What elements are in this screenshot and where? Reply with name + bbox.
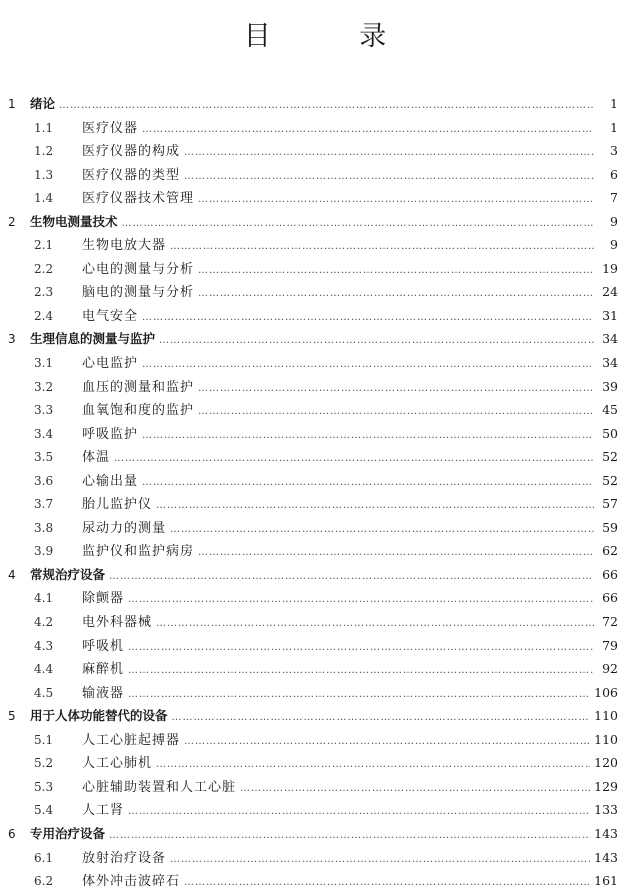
toc-page-number: 57 — [602, 496, 618, 512]
toc-entry-number: 5.4 — [34, 803, 54, 818]
toc-entry-number: 4 — [8, 567, 16, 582]
toc-entry-number: 2 — [8, 214, 16, 229]
toc-page-number: 129 — [594, 778, 618, 794]
toc-page-number: 66 — [602, 590, 618, 606]
toc-entry-title: 脑电的测量与分析 — [82, 285, 195, 301]
toc-entry-number: 1.4 — [34, 191, 54, 206]
dot-leader — [170, 848, 590, 872]
toc-entry-number: 2.4 — [34, 308, 54, 323]
toc-chapter-row[interactable] — [6, 210, 618, 234]
toc-entry-number: 1.1 — [34, 120, 54, 135]
toc-entry-title: 电气安全 — [82, 308, 139, 324]
toc-section-row[interactable] — [6, 351, 618, 375]
dot-leader — [128, 800, 590, 824]
toc-section-row[interactable] — [6, 586, 618, 610]
toc-section-row[interactable] — [6, 681, 618, 705]
toc-entry-title: 体温 — [82, 450, 111, 466]
toc-section-row[interactable] — [6, 728, 618, 752]
dot-leader — [198, 282, 594, 306]
toc-page-number: 7 — [610, 190, 618, 206]
toc-page-number: 66 — [602, 566, 618, 582]
toc-entry-number: 1.3 — [34, 167, 54, 182]
toc-entry-number: 3 — [8, 332, 16, 347]
toc-entry-number: 4.1 — [34, 591, 54, 606]
toc-section-row[interactable] — [6, 186, 618, 210]
toc-entry-title: 输液器 — [82, 685, 125, 701]
dot-leader — [172, 706, 591, 730]
toc-page-number: 9 — [610, 213, 618, 229]
toc-page-number: 120 — [594, 755, 618, 771]
toc-entry-number: 4.5 — [34, 685, 54, 700]
toc-entry-title: 心电的测量与分析 — [82, 261, 195, 277]
toc-entry-title: 人工肾 — [82, 803, 125, 819]
toc-entry-title: 电外科器械 — [82, 615, 153, 631]
toc-entry-number: 6.1 — [34, 850, 54, 865]
toc-entry-number: 6.2 — [34, 874, 54, 889]
dot-leader — [128, 588, 594, 612]
toc-entry-title: 体外冲击波碎石 — [82, 874, 181, 890]
toc-entry-number: 2.2 — [34, 261, 54, 276]
dot-leader — [109, 824, 590, 848]
toc-chapter-row[interactable] — [6, 563, 618, 587]
toc-section-row[interactable] — [6, 163, 618, 187]
toc-entry-title: 监护仪和监护病房 — [82, 544, 195, 560]
toc-section-row[interactable] — [6, 846, 618, 870]
dot-leader — [198, 188, 594, 212]
dot-leader — [114, 447, 594, 471]
table-of-contents — [6, 92, 618, 893]
toc-section-row[interactable] — [6, 445, 618, 469]
dot-leader — [170, 235, 594, 259]
dot-leader — [184, 141, 594, 165]
toc-section-row[interactable] — [6, 751, 618, 775]
toc-entry-title: 心输出量 — [82, 473, 139, 489]
toc-entry-number: 3.8 — [34, 520, 54, 535]
dot-leader — [128, 683, 590, 707]
toc-page-number: 39 — [602, 378, 618, 394]
toc-page-number: 59 — [602, 519, 618, 535]
toc-entry-title: 麻醉机 — [82, 662, 125, 678]
dot-leader — [142, 353, 594, 377]
toc-section-row[interactable] — [6, 516, 618, 540]
toc-entry-title: 血氧饱和度的监护 — [82, 403, 195, 419]
toc-page-number: 50 — [602, 425, 618, 441]
page-title: 目 录 — [243, 21, 427, 52]
dot-leader — [128, 659, 594, 683]
toc-page-number: 9 — [610, 237, 618, 253]
toc-entry-title: 绪论 — [30, 96, 56, 111]
toc-entry-title: 放射治疗设备 — [82, 850, 167, 866]
toc-section-row[interactable] — [6, 116, 618, 140]
toc-entry-number: 3.3 — [34, 403, 54, 418]
dot-leader — [142, 424, 594, 448]
toc-page-number: 72 — [602, 614, 618, 630]
toc-entry-title: 心脏辅助装置和人工心脏 — [82, 779, 237, 795]
toc-entry-number: 1.2 — [34, 144, 54, 159]
dot-leader — [109, 565, 594, 589]
toc-entry-title: 尿动力的测量 — [82, 520, 167, 536]
toc-entry-title: 血压的测量和监护 — [82, 379, 195, 395]
toc-page-number: 34 — [602, 331, 618, 347]
toc-page-number: 92 — [602, 661, 618, 677]
toc-entry-number: 3.4 — [34, 426, 54, 441]
toc-section-row[interactable] — [6, 634, 618, 658]
dot-leader — [240, 777, 590, 801]
toc-entry-title: 胎儿监护仪 — [82, 497, 153, 513]
toc-section-row[interactable] — [6, 398, 618, 422]
toc-page-number: 31 — [602, 307, 618, 323]
toc-page-number: 3 — [610, 143, 618, 159]
toc-entry-number: 3.5 — [34, 450, 54, 465]
toc-section-row[interactable] — [6, 798, 618, 822]
dot-leader — [159, 329, 594, 353]
toc-page-number: 161 — [594, 873, 618, 889]
toc-page-number: 6 — [610, 166, 618, 182]
toc-page-number: 52 — [602, 449, 618, 465]
toc-entry-number: 3.1 — [34, 356, 54, 371]
toc-section-row[interactable] — [6, 492, 618, 516]
toc-section-row[interactable] — [6, 657, 618, 681]
toc-section-row[interactable] — [6, 610, 618, 634]
toc-entry-title: 呼吸监护 — [82, 426, 139, 442]
dot-leader — [170, 518, 594, 542]
toc-chapter-row[interactable] — [6, 327, 618, 351]
dot-leader — [184, 730, 590, 754]
toc-page-number: 24 — [602, 284, 618, 300]
toc-section-row[interactable] — [6, 233, 618, 257]
toc-entry-number: 3.6 — [34, 473, 54, 488]
toc-page-number: 110 — [594, 708, 618, 724]
toc-entry-number: 5.3 — [34, 779, 54, 794]
toc-entry-title: 人工心脏起搏器 — [82, 732, 181, 748]
toc-entry-number: 3.9 — [34, 544, 54, 559]
toc-section-row[interactable] — [6, 775, 618, 799]
toc-entry-title: 生物电测量技术 — [30, 213, 118, 229]
toc-entry-number: 3.7 — [34, 497, 54, 512]
toc-page-number: 143 — [594, 825, 618, 841]
dot-leader — [156, 494, 594, 518]
toc-entry-number: 4.3 — [34, 638, 54, 653]
toc-chapter-row[interactable] — [6, 704, 618, 728]
dot-leader — [198, 400, 594, 424]
dot-leader — [142, 118, 594, 142]
dot-leader — [156, 753, 590, 777]
dot-leader — [122, 212, 594, 236]
toc-entry-number: 1 — [8, 97, 16, 111]
toc-entry-number: 2.1 — [34, 238, 54, 253]
toc-entry-title: 常规治疗设备 — [30, 566, 106, 582]
toc-page-number: 1 — [610, 119, 618, 135]
toc-entry-number: 5 — [8, 709, 16, 724]
toc-entry-title: 除颤器 — [82, 591, 125, 607]
dot-leader — [59, 94, 594, 118]
toc-entry-number: 6 — [8, 826, 16, 841]
toc-section-row[interactable] — [6, 304, 618, 328]
toc-section-row[interactable] — [6, 422, 618, 446]
toc-entry-number: 5.2 — [34, 756, 54, 771]
toc-section-row[interactable] — [6, 869, 618, 893]
toc-entry-number: 4.2 — [34, 615, 54, 630]
toc-section-row[interactable] — [6, 257, 618, 281]
toc-entry-title: 医疗仪器的类型 — [82, 167, 181, 183]
toc-section-row[interactable] — [6, 375, 618, 399]
toc-entry-title: 用于人体功能替代的设备 — [30, 708, 168, 724]
toc-section-row[interactable] — [6, 539, 618, 563]
dot-leader — [198, 541, 594, 565]
toc-page-number: 45 — [602, 402, 618, 418]
toc-page-number: 106 — [594, 684, 618, 700]
toc-entry-title: 心电监护 — [82, 356, 139, 372]
toc-page-number: 1 — [610, 96, 618, 111]
toc-entry-title: 呼吸机 — [82, 638, 125, 654]
toc-entry-number: 4.4 — [34, 662, 54, 677]
toc-page-number: 62 — [602, 543, 618, 559]
toc-page-number: 110 — [594, 731, 618, 747]
dot-leader — [128, 636, 594, 660]
toc-page-number: 143 — [594, 849, 618, 865]
dot-leader — [156, 612, 594, 636]
toc-entry-title: 人工心肺机 — [82, 756, 153, 772]
dot-leader — [142, 306, 594, 330]
toc-entry-number: 5.1 — [34, 732, 54, 747]
toc-entry-title: 生物电放大器 — [82, 238, 167, 254]
toc-chapter-row[interactable] — [6, 92, 618, 116]
toc-entry-title: 医疗仪器 — [82, 120, 139, 136]
toc-entry-title: 医疗仪器技术管理 — [82, 191, 195, 207]
toc-section-row[interactable] — [6, 280, 618, 304]
toc-page-number: 52 — [602, 472, 618, 488]
toc-entry-title: 专用治疗设备 — [30, 825, 106, 841]
toc-entry-number: 3.2 — [34, 379, 54, 394]
toc-page-number: 79 — [602, 637, 618, 653]
toc-entry-title: 生理信息的测量与监护 — [30, 331, 156, 347]
toc-entry-title: 医疗仪器的构成 — [82, 144, 181, 160]
toc-entry-number: 2.3 — [34, 285, 54, 300]
toc-page-number: 133 — [594, 802, 618, 818]
dot-leader — [198, 259, 594, 283]
toc-page-number: 19 — [602, 260, 618, 276]
toc-page-number: 34 — [602, 355, 618, 371]
dot-leader — [142, 471, 594, 495]
toc-chapter-row[interactable] — [6, 822, 618, 846]
dot-leader — [198, 377, 594, 401]
dot-leader — [184, 165, 594, 189]
toc-section-row[interactable] — [6, 139, 618, 163]
toc-section-row[interactable] — [6, 469, 618, 493]
